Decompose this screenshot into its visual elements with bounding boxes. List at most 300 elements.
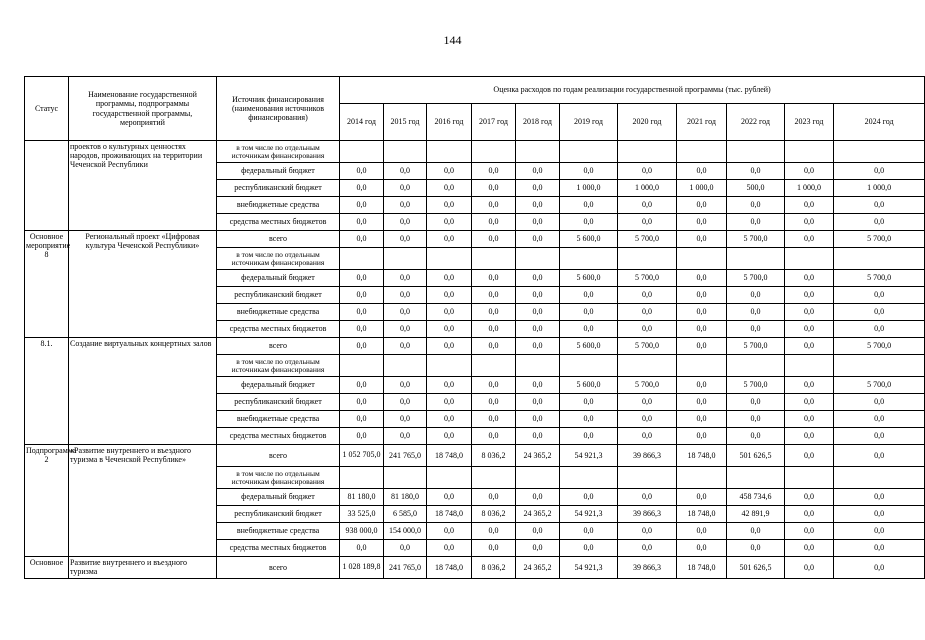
value-cell: 0,0 <box>677 338 727 355</box>
value-cell: 0,0 <box>516 489 560 506</box>
value-cell: 0,0 <box>516 321 560 338</box>
value-cell: 0,0 <box>727 214 785 231</box>
value-cell: 0,0 <box>834 540 925 557</box>
value-cell: 0,0 <box>727 304 785 321</box>
value-cell <box>677 355 727 377</box>
value-cell <box>834 467 925 489</box>
value-cell <box>427 467 472 489</box>
header-status: Статус <box>25 77 69 141</box>
value-cell: 458 734,6 <box>727 489 785 506</box>
value-cell: 18 748,0 <box>427 506 472 523</box>
value-cell: 0,0 <box>560 489 618 506</box>
value-cell: 0,0 <box>618 304 677 321</box>
value-cell: 0,0 <box>834 163 925 180</box>
value-cell: 0,0 <box>472 321 516 338</box>
value-cell: 0,0 <box>727 540 785 557</box>
value-cell: 5 700,0 <box>618 231 677 248</box>
value-cell: 0,0 <box>618 321 677 338</box>
budget-table <box>24 76 925 579</box>
funding-source-cell: республиканский бюджет <box>217 506 340 523</box>
value-cell <box>340 467 384 489</box>
value-cell: 5 700,0 <box>727 377 785 394</box>
value-cell: 0,0 <box>785 540 834 557</box>
value-cell <box>340 355 384 377</box>
value-cell: 0,0 <box>785 394 834 411</box>
value-cell <box>516 248 560 270</box>
funding-source-cell: федеральный бюджет <box>217 489 340 506</box>
value-cell: 0,0 <box>560 197 618 214</box>
value-cell: 0,0 <box>677 489 727 506</box>
value-cell: 0,0 <box>727 411 785 428</box>
value-cell: 0,0 <box>472 523 516 540</box>
value-cell: 24 365,2 <box>516 506 560 523</box>
funding-source-cell: внебюджетные средства <box>217 197 340 214</box>
header-row-1 <box>25 77 925 104</box>
value-cell: 18 748,0 <box>677 557 727 579</box>
status-cell: Основное <box>25 557 69 579</box>
header-year: 2020 год <box>618 104 677 141</box>
value-cell: 1 052 705,0 <box>340 445 384 467</box>
value-cell: 0,0 <box>384 428 427 445</box>
value-cell: 0,0 <box>785 304 834 321</box>
value-cell: 0,0 <box>785 557 834 579</box>
value-cell: 42 891,9 <box>727 506 785 523</box>
value-cell <box>834 248 925 270</box>
value-cell: 81 180,0 <box>340 489 384 506</box>
value-cell: 54 921,3 <box>560 557 618 579</box>
value-cell: 0,0 <box>560 321 618 338</box>
value-cell: 54 921,3 <box>560 445 618 467</box>
value-cell: 0,0 <box>472 377 516 394</box>
value-cell: 24 365,2 <box>516 445 560 467</box>
value-cell <box>340 141 384 163</box>
value-cell <box>384 355 427 377</box>
value-cell <box>785 248 834 270</box>
value-cell: 0,0 <box>785 321 834 338</box>
value-cell: 0,0 <box>340 394 384 411</box>
value-cell: 0,0 <box>727 287 785 304</box>
value-cell: 0,0 <box>677 270 727 287</box>
value-cell: 0,0 <box>427 411 472 428</box>
value-cell: 0,0 <box>384 394 427 411</box>
value-cell: 0,0 <box>677 197 727 214</box>
value-cell: 0,0 <box>834 287 925 304</box>
value-cell: 0,0 <box>677 231 727 248</box>
funding-source-cell: всего <box>217 445 340 467</box>
value-cell: 0,0 <box>516 377 560 394</box>
value-cell <box>384 467 427 489</box>
value-cell: 0,0 <box>384 231 427 248</box>
value-cell: 0,0 <box>677 394 727 411</box>
funding-source-cell: всего <box>217 557 340 579</box>
value-cell: 24 365,2 <box>516 557 560 579</box>
value-cell: 0,0 <box>677 540 727 557</box>
funding-source-cell: в том числе по отдельным источникам финансирования <box>217 467 340 489</box>
value-cell: 0,0 <box>834 489 925 506</box>
value-cell <box>727 467 785 489</box>
value-cell: 0,0 <box>834 445 925 467</box>
value-cell: 5 600,0 <box>560 338 618 355</box>
status-cell: Подпрограмма 2 <box>25 445 69 557</box>
value-cell: 0,0 <box>340 411 384 428</box>
value-cell: 5 700,0 <box>727 231 785 248</box>
value-cell: 0,0 <box>785 270 834 287</box>
value-cell: 0,0 <box>340 231 384 248</box>
value-cell: 0,0 <box>427 197 472 214</box>
value-cell: 1 028 189,8 <box>340 557 384 579</box>
value-cell: 0,0 <box>785 338 834 355</box>
funding-source-cell: в том числе по отдельным источникам финансирования <box>217 141 340 163</box>
value-cell: 0,0 <box>677 377 727 394</box>
value-cell: 0,0 <box>560 411 618 428</box>
value-cell <box>472 355 516 377</box>
value-cell: 0,0 <box>516 163 560 180</box>
funding-source-cell: внебюджетные средства <box>217 304 340 321</box>
value-cell: 0,0 <box>785 523 834 540</box>
value-cell <box>472 141 516 163</box>
value-cell: 8 036,2 <box>472 506 516 523</box>
value-cell: 0,0 <box>427 321 472 338</box>
value-cell: 0,0 <box>785 197 834 214</box>
value-cell: 0,0 <box>516 304 560 321</box>
value-cell: 0,0 <box>384 304 427 321</box>
value-cell: 0,0 <box>340 377 384 394</box>
value-cell: 0,0 <box>384 214 427 231</box>
funding-source-cell: республиканский бюджет <box>217 394 340 411</box>
value-cell: 5 600,0 <box>560 377 618 394</box>
value-cell <box>384 141 427 163</box>
table-row <box>25 445 925 467</box>
program-name-cell: проектов о культурных ценностях народов, проживающих на территории Чеченской Республики <box>69 141 217 231</box>
value-cell: 0,0 <box>727 523 785 540</box>
value-cell: 0,0 <box>472 180 516 197</box>
value-cell <box>727 141 785 163</box>
value-cell: 0,0 <box>834 214 925 231</box>
value-cell: 0,0 <box>472 163 516 180</box>
value-cell: 0,0 <box>384 338 427 355</box>
value-cell: 5 700,0 <box>727 338 785 355</box>
value-cell: 0,0 <box>516 428 560 445</box>
program-name-cell: Создание виртуальных концертных залов <box>69 338 217 445</box>
value-cell: 0,0 <box>427 523 472 540</box>
status-cell <box>25 141 69 231</box>
value-cell: 0,0 <box>834 428 925 445</box>
value-cell: 0,0 <box>427 428 472 445</box>
value-cell: 0,0 <box>340 540 384 557</box>
value-cell: 0,0 <box>384 163 427 180</box>
table-row <box>25 231 925 248</box>
value-cell: 5 600,0 <box>560 270 618 287</box>
value-cell: 0,0 <box>384 411 427 428</box>
value-cell: 0,0 <box>834 411 925 428</box>
value-cell <box>472 248 516 270</box>
value-cell <box>560 248 618 270</box>
value-cell <box>427 141 472 163</box>
value-cell: 8 036,2 <box>472 557 516 579</box>
value-cell: 0,0 <box>384 197 427 214</box>
value-cell: 0,0 <box>618 411 677 428</box>
value-cell: 0,0 <box>516 338 560 355</box>
value-cell: 0,0 <box>834 557 925 579</box>
value-cell: 0,0 <box>340 197 384 214</box>
value-cell <box>727 248 785 270</box>
value-cell: 0,0 <box>677 411 727 428</box>
value-cell: 0,0 <box>516 411 560 428</box>
value-cell <box>834 355 925 377</box>
value-cell: 0,0 <box>618 197 677 214</box>
value-cell: 0,0 <box>384 540 427 557</box>
value-cell <box>516 467 560 489</box>
value-cell: 1 000,0 <box>618 180 677 197</box>
value-cell: 0,0 <box>516 231 560 248</box>
value-cell: 39 866,3 <box>618 506 677 523</box>
value-cell: 0,0 <box>516 197 560 214</box>
value-cell: 54 921,3 <box>560 506 618 523</box>
value-cell: 241 765,0 <box>384 445 427 467</box>
value-cell <box>427 355 472 377</box>
value-cell: 0,0 <box>384 377 427 394</box>
funding-source-cell: федеральный бюджет <box>217 377 340 394</box>
value-cell: 5 700,0 <box>618 270 677 287</box>
value-cell: 0,0 <box>427 180 472 197</box>
value-cell: 0,0 <box>340 428 384 445</box>
funding-source-cell: республиканский бюджет <box>217 287 340 304</box>
value-cell: 6 585,0 <box>384 506 427 523</box>
value-cell <box>516 355 560 377</box>
value-cell <box>340 248 384 270</box>
value-cell: 0,0 <box>834 523 925 540</box>
value-cell: 0,0 <box>472 287 516 304</box>
value-cell: 0,0 <box>618 163 677 180</box>
value-cell <box>677 141 727 163</box>
value-cell: 0,0 <box>472 304 516 321</box>
header-year: 2022 год <box>727 104 785 141</box>
value-cell: 0,0 <box>834 197 925 214</box>
funding-source-cell: всего <box>217 338 340 355</box>
value-cell: 0,0 <box>560 163 618 180</box>
value-cell: 5 700,0 <box>834 338 925 355</box>
table-row <box>25 557 925 579</box>
value-cell: 0,0 <box>727 428 785 445</box>
value-cell: 5 700,0 <box>834 231 925 248</box>
funding-source-cell: федеральный бюджет <box>217 270 340 287</box>
value-cell: 0,0 <box>618 428 677 445</box>
value-cell: 39 866,3 <box>618 445 677 467</box>
status-cell: Основное мероприятие 8 <box>25 231 69 338</box>
value-cell: 0,0 <box>384 321 427 338</box>
funding-source-cell: средства местных бюджетов <box>217 214 340 231</box>
value-cell: 5 600,0 <box>560 231 618 248</box>
value-cell: 0,0 <box>785 377 834 394</box>
value-cell: 0,0 <box>560 304 618 321</box>
value-cell: 0,0 <box>340 270 384 287</box>
header-year: 2024 год <box>834 104 925 141</box>
value-cell: 0,0 <box>618 523 677 540</box>
value-cell: 0,0 <box>516 214 560 231</box>
value-cell <box>427 248 472 270</box>
value-cell: 0,0 <box>472 231 516 248</box>
header-year: 2021 год <box>677 104 727 141</box>
value-cell: 0,0 <box>427 338 472 355</box>
value-cell: 0,0 <box>677 214 727 231</box>
value-cell: 0,0 <box>785 411 834 428</box>
value-cell: 500,0 <box>727 180 785 197</box>
value-cell <box>384 248 427 270</box>
value-cell: 18 748,0 <box>427 557 472 579</box>
value-cell: 5 700,0 <box>618 338 677 355</box>
value-cell: 0,0 <box>618 394 677 411</box>
funding-source-cell: республиканский бюджет <box>217 180 340 197</box>
value-cell: 0,0 <box>427 304 472 321</box>
value-cell: 1 000,0 <box>785 180 834 197</box>
value-cell: 0,0 <box>427 163 472 180</box>
value-cell: 0,0 <box>340 180 384 197</box>
value-cell: 0,0 <box>560 540 618 557</box>
value-cell: 18 748,0 <box>677 445 727 467</box>
value-cell: 0,0 <box>340 304 384 321</box>
value-cell: 0,0 <box>785 214 834 231</box>
funding-source-cell: средства местных бюджетов <box>217 540 340 557</box>
value-cell: 0,0 <box>472 411 516 428</box>
value-cell: 5 700,0 <box>727 270 785 287</box>
value-cell: 0,0 <box>727 321 785 338</box>
value-cell <box>785 467 834 489</box>
value-cell: 0,0 <box>834 506 925 523</box>
value-cell: 39 866,3 <box>618 557 677 579</box>
value-cell: 0,0 <box>516 394 560 411</box>
value-cell: 0,0 <box>427 270 472 287</box>
value-cell: 0,0 <box>560 287 618 304</box>
value-cell: 0,0 <box>427 231 472 248</box>
value-cell: 18 748,0 <box>677 506 727 523</box>
value-cell: 0,0 <box>785 445 834 467</box>
value-cell: 0,0 <box>472 540 516 557</box>
value-cell: 0,0 <box>677 163 727 180</box>
program-name-cell: «Развитие внутреннего и въездного туризма в Чеченской Республике» <box>69 445 217 557</box>
header-year: 2015 год <box>384 104 427 141</box>
value-cell: 0,0 <box>785 163 834 180</box>
value-cell <box>677 248 727 270</box>
value-cell <box>677 467 727 489</box>
value-cell <box>618 141 677 163</box>
value-cell <box>618 248 677 270</box>
funding-source-cell: внебюджетные средства <box>217 411 340 428</box>
value-cell: 0,0 <box>677 321 727 338</box>
value-cell: 0,0 <box>427 377 472 394</box>
funding-source-cell: средства местных бюджетов <box>217 428 340 445</box>
value-cell: 0,0 <box>516 270 560 287</box>
value-cell: 0,0 <box>677 523 727 540</box>
value-cell: 0,0 <box>560 523 618 540</box>
value-cell: 0,0 <box>560 214 618 231</box>
value-cell: 0,0 <box>677 287 727 304</box>
value-cell: 0,0 <box>785 231 834 248</box>
funding-source-cell: в том числе по отдельным источникам финансирования <box>217 248 340 270</box>
value-cell: 0,0 <box>785 489 834 506</box>
value-cell <box>516 141 560 163</box>
value-cell: 0,0 <box>516 287 560 304</box>
value-cell: 0,0 <box>340 338 384 355</box>
value-cell <box>472 467 516 489</box>
value-cell <box>560 141 618 163</box>
funding-source-cell: всего <box>217 231 340 248</box>
value-cell: 0,0 <box>472 197 516 214</box>
header-estimate: Оценка расходов по годам реализации государственной программы (тыс. рублей) <box>340 77 925 104</box>
value-cell: 1 000,0 <box>677 180 727 197</box>
value-cell: 154 000,0 <box>384 523 427 540</box>
header-source: Источник финансирования (наименования источников финансирования) <box>217 77 340 141</box>
value-cell: 501 626,5 <box>727 445 785 467</box>
value-cell: 0,0 <box>472 214 516 231</box>
header-year: 2016 год <box>427 104 472 141</box>
value-cell: 0,0 <box>384 270 427 287</box>
value-cell: 241 765,0 <box>384 557 427 579</box>
table-body <box>25 141 925 579</box>
value-cell: 0,0 <box>727 163 785 180</box>
value-cell: 33 525,0 <box>340 506 384 523</box>
value-cell: 0,0 <box>785 428 834 445</box>
value-cell: 81 180,0 <box>384 489 427 506</box>
value-cell: 0,0 <box>340 214 384 231</box>
value-cell <box>560 355 618 377</box>
header-year: 2014 год <box>340 104 384 141</box>
funding-source-cell: средства местных бюджетов <box>217 321 340 338</box>
funding-source-cell: федеральный бюджет <box>217 163 340 180</box>
value-cell: 0,0 <box>472 428 516 445</box>
value-cell: 5 700,0 <box>834 270 925 287</box>
value-cell: 501 626,5 <box>727 557 785 579</box>
header-year: 2023 год <box>785 104 834 141</box>
value-cell: 0,0 <box>785 287 834 304</box>
value-cell: 0,0 <box>618 489 677 506</box>
value-cell: 0,0 <box>560 428 618 445</box>
table-row <box>25 141 925 163</box>
value-cell <box>618 355 677 377</box>
value-cell: 0,0 <box>384 180 427 197</box>
value-cell: 0,0 <box>427 287 472 304</box>
value-cell: 0,0 <box>340 163 384 180</box>
value-cell: 8 036,2 <box>472 445 516 467</box>
value-cell <box>618 467 677 489</box>
status-cell: 8.1. <box>25 338 69 445</box>
value-cell: 1 000,0 <box>560 180 618 197</box>
value-cell: 0,0 <box>727 394 785 411</box>
value-cell: 0,0 <box>340 287 384 304</box>
header-year: 2018 год <box>516 104 560 141</box>
value-cell: 5 700,0 <box>834 377 925 394</box>
program-name-cell: Региональный проект «Цифровая культура Чеченской Республики» <box>69 231 217 338</box>
value-cell: 0,0 <box>384 287 427 304</box>
header-year: 2017 год <box>472 104 516 141</box>
funding-source-cell: внебюджетные средства <box>217 523 340 540</box>
value-cell: 0,0 <box>427 214 472 231</box>
value-cell: 0,0 <box>834 321 925 338</box>
value-cell: 0,0 <box>472 394 516 411</box>
value-cell <box>785 141 834 163</box>
value-cell: 0,0 <box>427 489 472 506</box>
program-name-cell: Развитие внутреннего и въездного туризма <box>69 557 217 579</box>
header-name: Наименование государственной программы, подпрограммы государственной программы, мероприятий <box>69 77 217 141</box>
value-cell: 5 700,0 <box>618 377 677 394</box>
value-cell <box>560 467 618 489</box>
value-cell: 0,0 <box>618 540 677 557</box>
value-cell: 0,0 <box>472 489 516 506</box>
value-cell: 0,0 <box>834 394 925 411</box>
value-cell: 0,0 <box>472 338 516 355</box>
value-cell: 0,0 <box>516 523 560 540</box>
value-cell: 1 000,0 <box>834 180 925 197</box>
value-cell: 0,0 <box>427 540 472 557</box>
